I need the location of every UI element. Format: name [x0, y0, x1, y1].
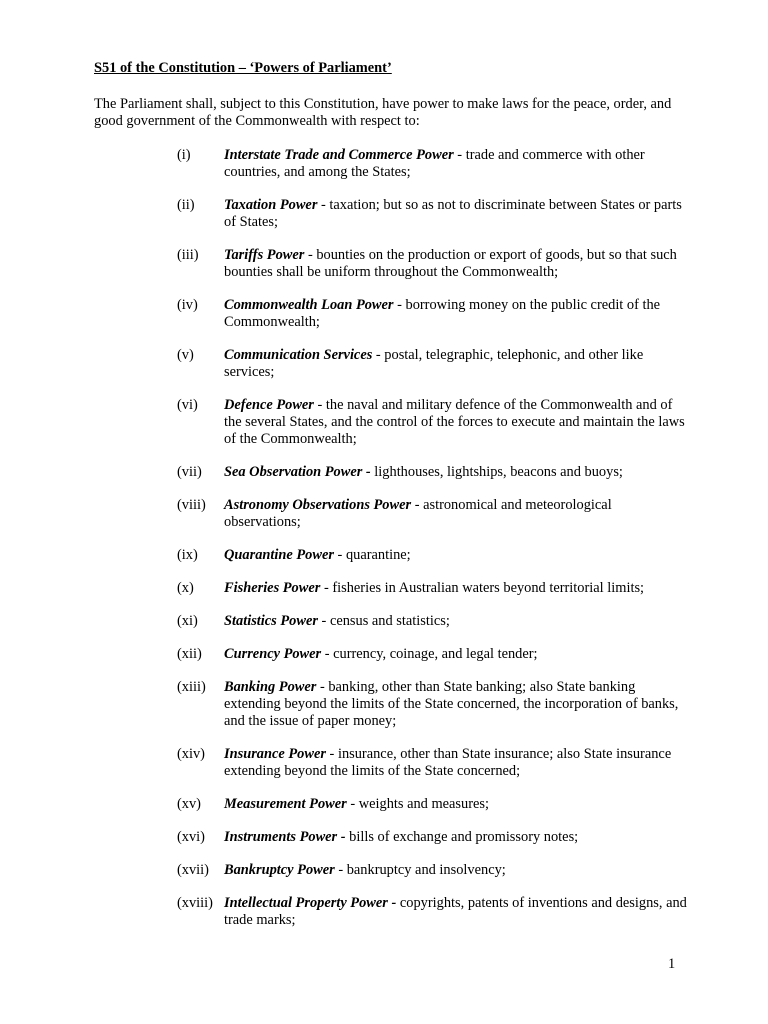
power-description: - insurance, other than State insurance; also State insurance extending beyond the limits of the State concerned;	[224, 746, 672, 779]
power-description: - quarantine;	[333, 547, 411, 563]
power-name: Insurance Power	[224, 746, 326, 762]
power-description: - astronomical and meteorological observations;	[224, 497, 612, 530]
power-text	[224, 397, 687, 448]
power-name: Tariffs Power	[224, 247, 305, 263]
power-number: (vii)	[177, 464, 202, 480]
power-number: (iii)	[177, 247, 199, 263]
power-name: Statistics Power	[224, 613, 318, 629]
power-text	[224, 497, 687, 531]
power-text	[224, 547, 687, 564]
power-name: Measurement Power	[224, 796, 347, 812]
power-description: - banking, other than State banking; also State banking extending beyond the limits of the State concerned, the incorporation of banks, and the issue of paper money;	[224, 679, 679, 729]
power-name: Astronomy Observations Power	[224, 497, 412, 513]
power-number: (i)	[177, 147, 191, 163]
power-name: Bankruptcy Power	[224, 862, 335, 878]
power-number: (xviii)	[177, 895, 213, 911]
power-number: (xiii)	[177, 679, 206, 695]
power-number: (xi)	[177, 613, 198, 629]
power-item	[177, 679, 687, 730]
power-item	[177, 746, 687, 780]
powers-list	[177, 147, 687, 945]
power-item	[177, 547, 687, 564]
power-description: - weights and measures;	[346, 796, 490, 812]
power-name: Currency Power	[224, 646, 322, 662]
intro-paragraph: The Parliament shall, subject to this Constitution, have power to make laws for the peace, order, and good government of the Commonwealth with respect to:	[94, 96, 672, 129]
power-item	[177, 397, 687, 448]
power-number: (vi)	[177, 397, 198, 413]
power-item	[177, 347, 687, 381]
power-text	[224, 646, 687, 663]
document-heading: S51 of the Constitution – ‘Powers of Parliament’	[94, 60, 392, 76]
power-item	[177, 464, 687, 481]
power-name: Defence Power	[224, 397, 314, 413]
power-text	[224, 746, 687, 780]
power-description: - postal, telegraphic, telephonic, and other like services;	[224, 347, 644, 380]
power-item	[177, 862, 687, 879]
power-number: (x)	[177, 580, 194, 596]
power-text	[224, 297, 687, 331]
power-text	[224, 197, 687, 231]
power-text	[224, 464, 687, 481]
power-text	[224, 147, 687, 181]
power-description: - the naval and military defence of the Commonwealth and of the several States, and the control of the forces to execute and maintain the laws of the Commonwealth;	[224, 397, 685, 447]
power-number: (xii)	[177, 646, 202, 662]
power-text	[224, 862, 687, 879]
power-description: lighthouses, lightships, beacons and buoys;	[370, 464, 623, 480]
power-number: (xvii)	[177, 862, 209, 878]
power-number: (ix)	[177, 547, 198, 563]
power-text	[224, 613, 687, 630]
power-name: Quarantine Power	[224, 547, 334, 563]
power-description: - currency, coinage, and legal tender;	[321, 646, 538, 662]
power-item	[177, 197, 687, 231]
power-text	[224, 829, 687, 846]
power-name: Taxation Power	[224, 197, 318, 213]
power-number: (iv)	[177, 297, 198, 313]
power-name: Sea Observation Power -	[224, 464, 371, 480]
power-description: - borrowing money on the public credit of the Commonwealth;	[224, 297, 661, 330]
power-item	[177, 147, 687, 181]
power-description: - fisheries in Australian waters beyond territorial limits;	[320, 580, 645, 596]
power-name: Instruments Power -	[224, 829, 346, 845]
power-item	[177, 297, 687, 331]
power-text	[224, 580, 687, 597]
power-item	[177, 646, 687, 663]
power-text	[224, 247, 687, 281]
power-description: copyrights, patents of inventions and designs, and trade marks;	[224, 895, 687, 928]
power-item	[177, 497, 687, 531]
power-name: Commonwealth Loan Power	[224, 297, 394, 313]
power-description: bills of exchange and promissory notes;	[345, 829, 579, 845]
power-name: Intellectual Property Power -	[224, 895, 397, 911]
page-number: 1	[668, 956, 676, 972]
power-item	[177, 613, 687, 630]
power-number: (v)	[177, 347, 194, 363]
power-text	[224, 347, 687, 381]
power-number: (xvi)	[177, 829, 205, 845]
power-description: - census and statistics;	[317, 613, 450, 629]
power-item	[177, 796, 687, 813]
power-item	[177, 247, 687, 281]
power-text	[224, 895, 687, 929]
power-item	[177, 895, 687, 929]
power-number: (xiv)	[177, 746, 205, 762]
power-name: Fisheries Power	[224, 580, 321, 596]
power-number: (viii)	[177, 497, 206, 513]
power-number: (xv)	[177, 796, 201, 812]
power-item	[177, 829, 687, 846]
power-name: Interstate Trade and Commerce Power	[224, 147, 454, 163]
power-name: Banking Power	[224, 679, 317, 695]
power-description: - taxation; but so as not to discriminate between States or parts of States;	[224, 197, 682, 230]
power-description: - trade and commerce with other countries, and among the States;	[224, 147, 645, 180]
power-number: (ii)	[177, 197, 195, 213]
power-description: - bounties on the production or export of goods, but so that such bounties shall be uniform throughout the Commonwealth;	[224, 247, 677, 280]
power-text	[224, 796, 687, 813]
power-description: - bankruptcy and insolvency;	[334, 862, 506, 878]
power-item	[177, 580, 687, 597]
power-text	[224, 679, 687, 730]
power-name: Communication Services	[224, 347, 373, 363]
